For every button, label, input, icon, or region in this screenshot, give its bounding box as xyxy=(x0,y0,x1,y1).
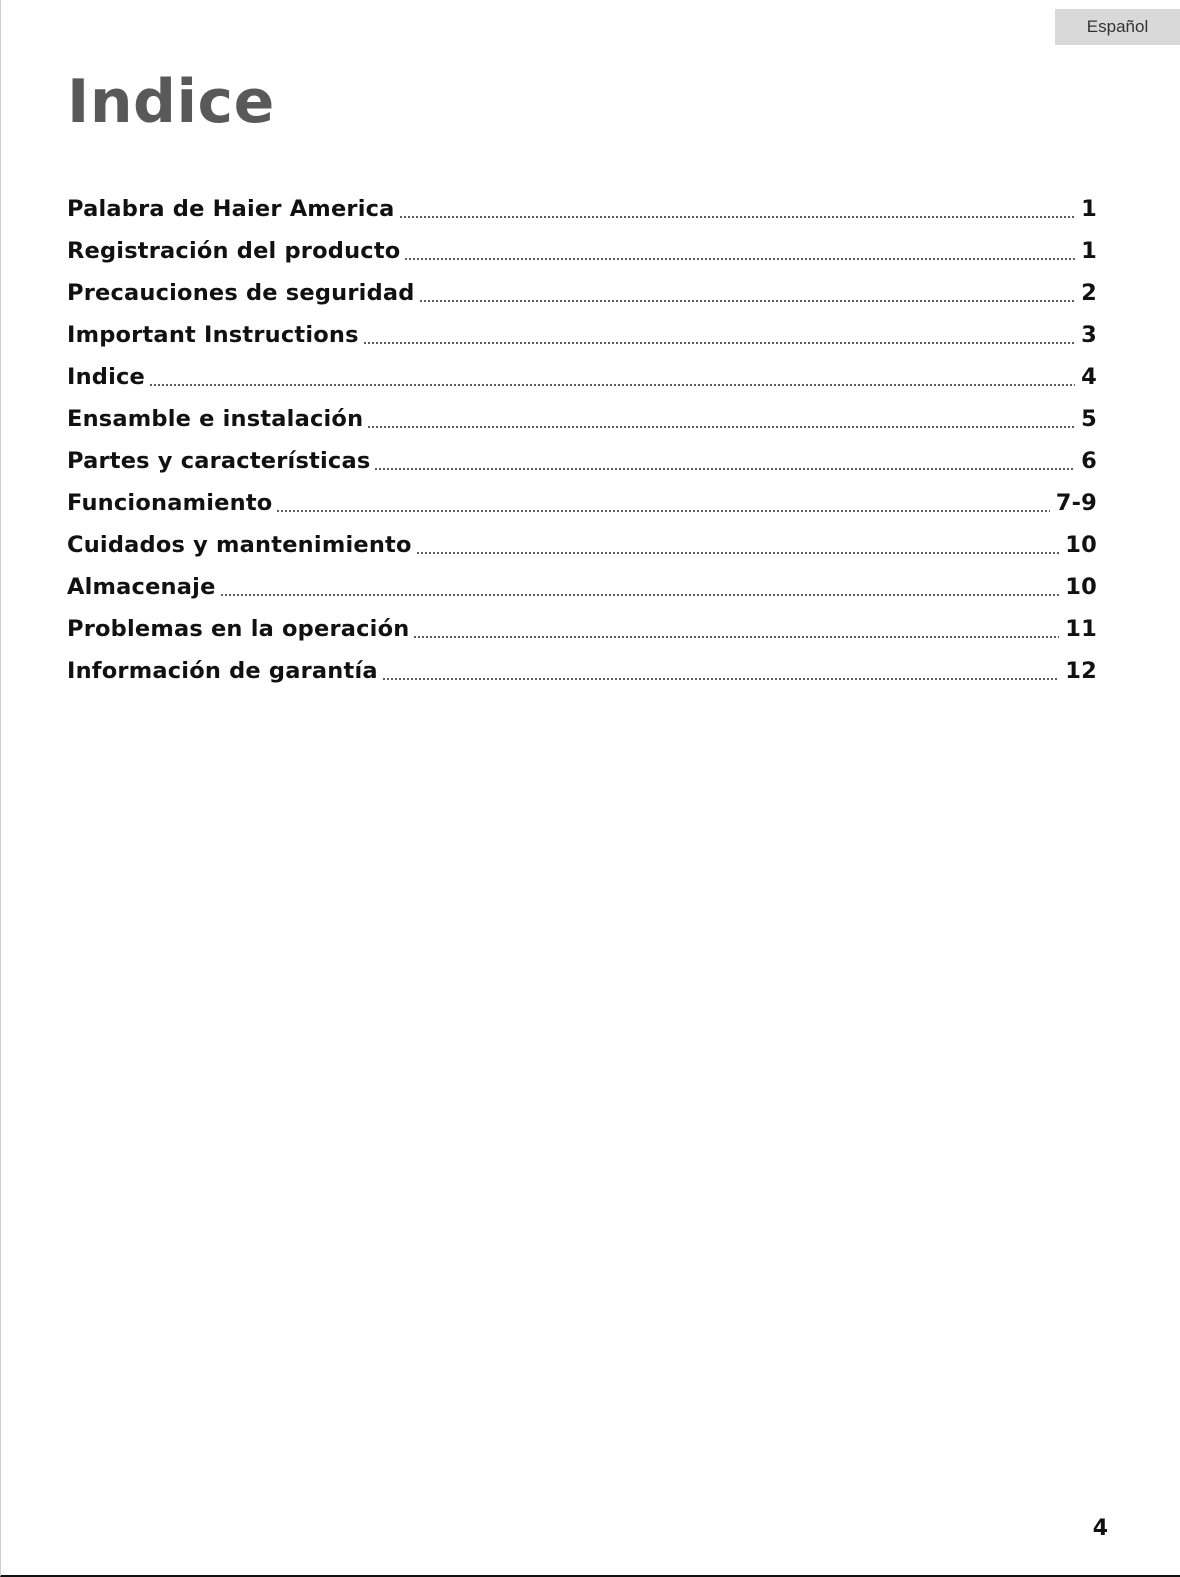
toc-leader-dots xyxy=(149,383,1075,387)
toc-entry-page: 3 xyxy=(1081,322,1097,348)
toc-leader-dots xyxy=(419,299,1076,303)
toc-entry-page: 11 xyxy=(1065,616,1097,642)
toc-entry[interactable] xyxy=(67,398,1097,440)
toc-entry-page: 4 xyxy=(1081,364,1097,390)
toc-entry[interactable] xyxy=(67,482,1097,524)
toc-entry[interactable] xyxy=(67,272,1097,314)
toc-entry-page: 10 xyxy=(1065,532,1097,558)
toc-leader-dots xyxy=(382,677,1060,681)
toc-entry[interactable] xyxy=(67,188,1097,230)
toc-leader-dots xyxy=(363,341,1075,345)
toc-entry-page: 2 xyxy=(1081,280,1097,306)
toc-entry[interactable] xyxy=(67,230,1097,272)
toc-entry-page: 12 xyxy=(1065,658,1097,684)
toc-leader-dots xyxy=(416,551,1060,555)
language-tab: Español xyxy=(1055,9,1180,45)
toc-entry-page: 1 xyxy=(1081,196,1097,222)
toc-leader-dots xyxy=(374,467,1075,471)
toc-entry-page: 1 xyxy=(1081,238,1097,264)
toc-entry-label: Partes y características xyxy=(67,448,371,474)
toc-entry[interactable] xyxy=(67,608,1097,650)
toc-entry-page: 6 xyxy=(1081,448,1097,474)
toc-entry-page: 5 xyxy=(1081,406,1097,432)
toc-entry-page: 7-9 xyxy=(1055,490,1097,516)
toc-entry[interactable] xyxy=(67,440,1097,482)
page-number: 4 xyxy=(1092,1516,1108,1541)
toc-entry-label: Precauciones de seguridad xyxy=(67,280,415,306)
toc-leader-dots xyxy=(404,257,1075,261)
toc-leader-dots xyxy=(220,593,1060,597)
toc-entry-label: Información de garantía xyxy=(67,658,378,684)
toc-entry-label: Almacenaje xyxy=(67,574,216,600)
toc-entry-label: Funcionamiento xyxy=(67,490,273,516)
toc-leader-dots xyxy=(399,215,1076,219)
toc-entry[interactable] xyxy=(67,356,1097,398)
toc-entry-label: Cuidados y mantenimiento xyxy=(67,532,412,558)
toc-entry-label: Palabra de Haier America xyxy=(67,196,395,222)
toc-entry[interactable] xyxy=(67,566,1097,608)
toc-entry[interactable] xyxy=(67,314,1097,356)
table-of-contents xyxy=(67,188,1097,692)
toc-leader-dots xyxy=(367,425,1075,429)
toc-entry-label: Ensamble e instalación xyxy=(67,406,364,432)
toc-entry[interactable] xyxy=(67,524,1097,566)
toc-entry-label: Important Instructions xyxy=(67,322,359,348)
toc-entry-label: Registración del producto xyxy=(67,238,401,264)
toc-leader-dots xyxy=(276,509,1049,513)
toc-entry-label: Problemas en la operación xyxy=(67,616,410,642)
toc-entry[interactable] xyxy=(67,650,1097,692)
toc-entry-page: 10 xyxy=(1065,574,1097,600)
toc-entry-label: Indice xyxy=(67,364,146,390)
page-title: Indice xyxy=(67,67,275,137)
toc-leader-dots xyxy=(413,635,1059,639)
